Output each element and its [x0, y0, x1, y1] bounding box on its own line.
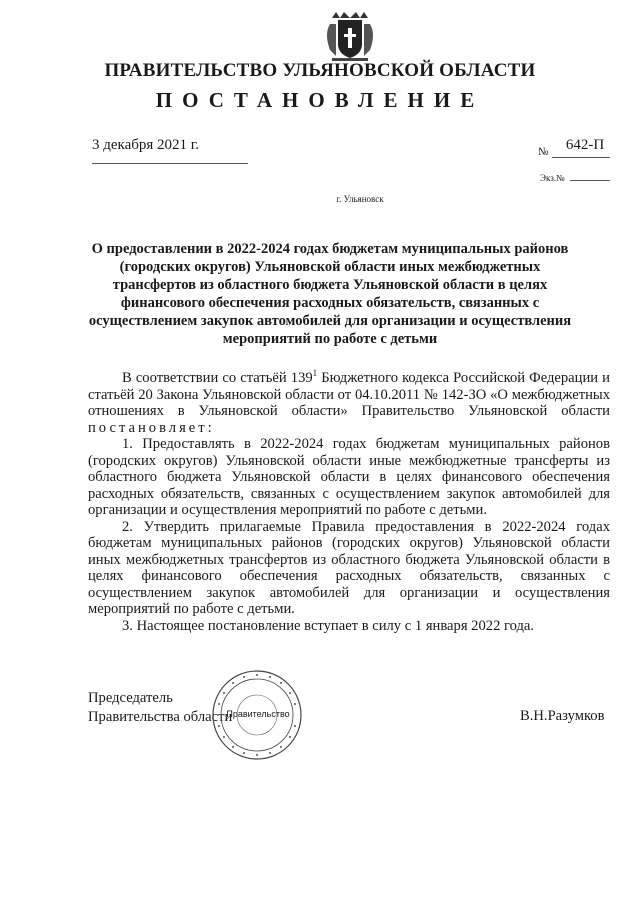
- coat-of-arms-icon: [322, 10, 378, 62]
- document-title: О предоставлении в 2022-2024 годах бюджетам муниципальных районов (городских округов) Ульяновской области иных межбюджетных трансфертов из областного бюджета Ульяновской области в целях финансового обеспечения расходных обязательств, связанных с осуществлением закупок автомобилей для организации и осуществления мероприятий по работе с детьми: [88, 241, 572, 347]
- document-number: 642-П: [565, 137, 605, 153]
- copy-number-label: Экз.№: [540, 173, 565, 183]
- paragraph-1: 1. Предоставлять в 2022-2024 годах бюджетам муниципальных районов (городских округов) Ульяновской области иные межбюджетные трансферты из областного бюджета Ульяновской области в целях финансового обеспечения расходных обязательств, связанных с осуществлением закупок автомобилей для организации и осуществления мероприятий по работе с детьми.: [88, 436, 610, 518]
- document-body: [88, 370, 610, 634]
- number-underline: [552, 157, 610, 158]
- copy-number-underline: [570, 180, 610, 181]
- paragraph-3: 3. Настоящее постановление вступает в силу с 1 января 2022 года.: [122, 617, 535, 634]
- decree-word: постановляет:: [88, 419, 215, 436]
- preamble-text-a: В соответствии со статьёй 139: [122, 370, 313, 386]
- article-superscript: 1: [312, 368, 318, 379]
- preamble-text-b: Бюджетного кодекса Российской Федерации и статьёй 20 Закона Ульяновской области от 04.10.2011 № 142-ЗО «О межбюджетных отношениях в Ульяновской области» Правительство Ульяновской области: [88, 370, 610, 419]
- position-line-1: Председатель: [88, 690, 173, 706]
- number-sign: №: [538, 146, 549, 158]
- stamp-label: Правительство: [226, 709, 290, 719]
- signatory-name: В.Н.Разумков: [520, 708, 605, 724]
- preamble-paragraph: [88, 370, 610, 436]
- position-line-2: Правительства области: [88, 709, 233, 725]
- date-underline: [92, 163, 248, 164]
- paragraph-2: 2. Утвердить прилагаемые Правила предоставления в 2022-2024 годах бюджетам муниципальных районов (городских округов) Ульяновской области иных межбюджетных трансфертов из областного бюджета Ульяновской области в целях финансового обеспечения расходных обязательств, связанных с осуществлением закупок автомобилей для организации и осуществления мероприятий по работе с детьми.: [88, 518, 610, 617]
- document-type: ПОСТАНОВЛЕНИЕ: [155, 88, 485, 112]
- city-name: г. Ульяновск: [336, 194, 384, 204]
- government-name: ПРАВИТЕЛЬСТВО УЛЬЯНОВСКОЙ ОБЛАСТИ: [104, 60, 536, 81]
- document-date: 3 декабря 2021 г.: [92, 137, 199, 153]
